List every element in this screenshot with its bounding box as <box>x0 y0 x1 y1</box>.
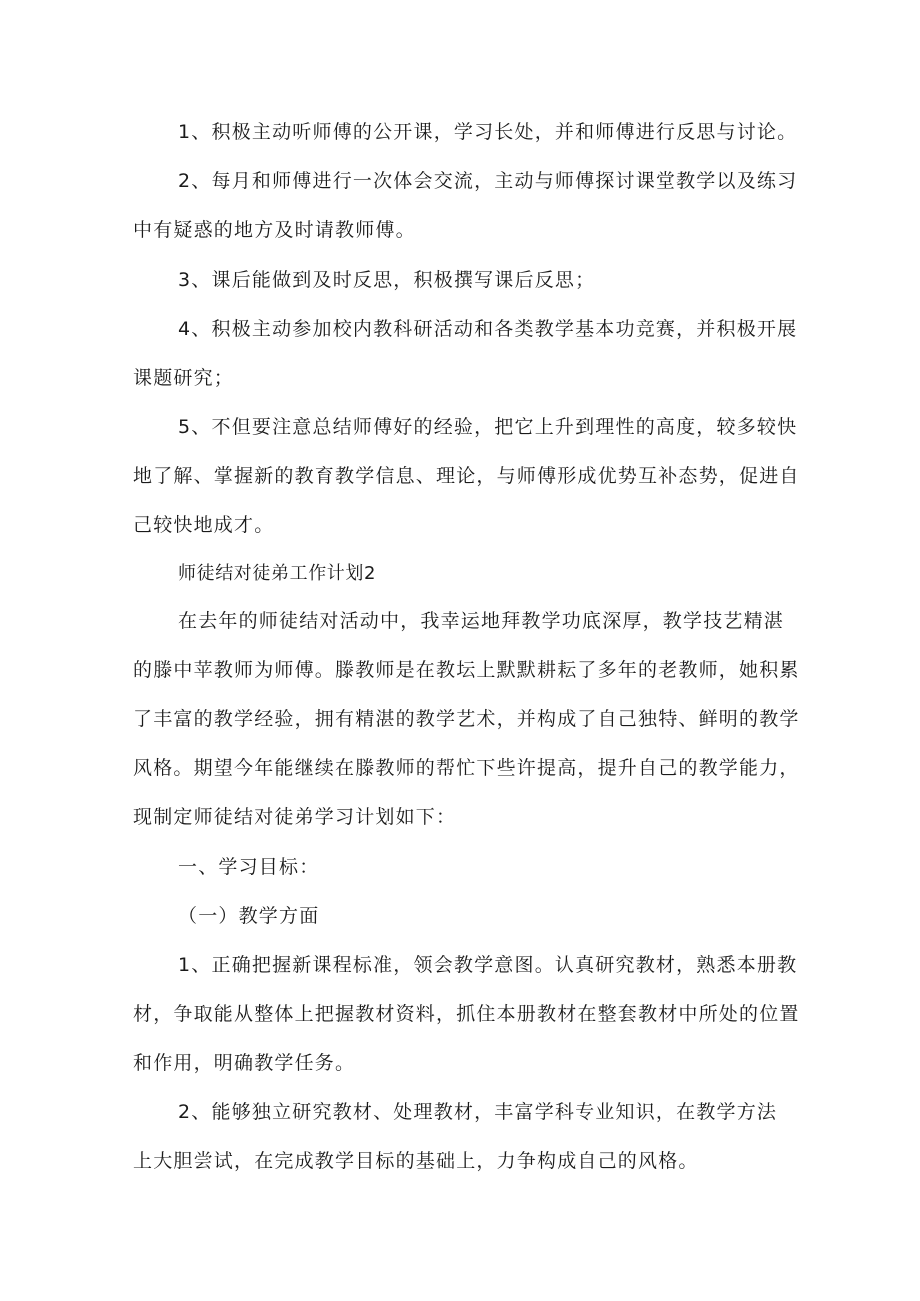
paragraph-line: 1、积极主动听师傅的公开课，学习长处，并和师傅进行反思与讨论。 <box>178 121 798 143</box>
paragraph-line: 己较快地成才。 <box>133 514 275 536</box>
paragraph-line: 现制定师徒结对徒弟学习计划如下： <box>133 806 457 828</box>
subheading-teaching: （一）教学方面 <box>178 905 320 927</box>
paragraph-line: 的滕中苹教师为师傅。滕教师是在教坛上默默耕耘了多年的老教师，她积累 <box>133 659 800 681</box>
paragraph-line: 3、课后能做到及时反思，积极撰写课后反思； <box>178 269 596 291</box>
paragraph-line: 上大胆尝试，在完成教学目标的基础上，力争构成自己的风格。 <box>133 1150 699 1172</box>
paragraph-line: 2、每月和师傅进行一次体会交流，主动与师傅探讨课堂教学以及练习 <box>178 170 798 192</box>
paragraph-line: 在去年的师徒结对活动中，我幸运地拜教学功底深厚，教学技艺精湛 <box>178 610 785 632</box>
paragraph-line: 5、不但要注意总结师傅好的经验，把它上升到理性的高度，较多较快 <box>178 416 798 438</box>
paragraph-line: 了丰富的教学经验，拥有精湛的教学艺术，并构成了自己独特、鲜明的教学 <box>133 708 800 730</box>
paragraph-line: 课题研究； <box>133 367 235 389</box>
paragraph-line: 地了解、掌握新的教育教学信息、理论，与师傅形成优势互补态势，促进自 <box>133 465 800 487</box>
section-title: 师徒结对徒弟工作计划2 <box>178 563 377 584</box>
paragraph-line: 2、能够独立研究教材、处理教材，丰富学科专业知识，在教学方法 <box>178 1101 778 1123</box>
paragraph-line: 中有疑惑的地方及时请教师傅。 <box>133 219 416 241</box>
paragraph-line: 风格。期望今年能继续在滕教师的帮忙下些许提高，提升自己的教学能力， <box>133 757 800 779</box>
paragraph-line: 1、正确把握新课程标准，领会教学意图。认真研究教材，熟悉本册教 <box>178 954 798 976</box>
paragraph-line: 和作用，明确教学任务。 <box>133 1052 356 1074</box>
paragraph-line: 4、积极主动参加校内教科研活动和各类教学基本功竞赛，并积极开展 <box>178 318 798 340</box>
heading-learning-goals: 一、学习目标： <box>178 856 320 878</box>
paragraph-line: 材，争取能从整体上把握教材资料，抓住本册教材在整套教材中所处的位置 <box>133 1003 800 1025</box>
